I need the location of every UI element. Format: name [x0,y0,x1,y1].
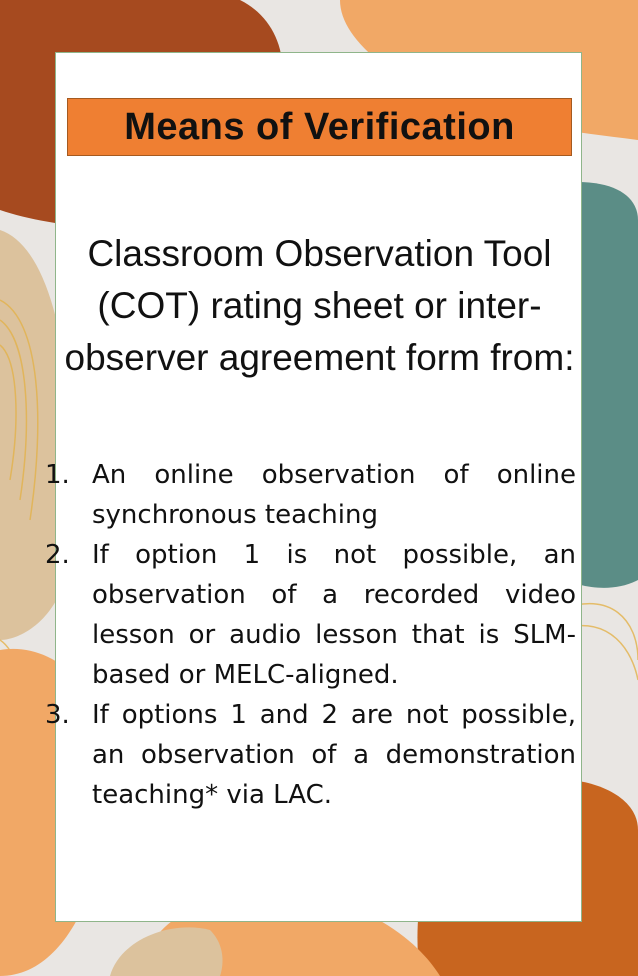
page-title: Means of Verification [124,105,515,148]
options-list [45,455,576,815]
section-heading: Classroom Observation Tool (COT) rating sheet or inter-observer agreement form from: [64,233,575,378]
list-item-number: 2. [45,540,70,570]
list-item [45,455,576,535]
list-item-text: If options 1 and 2 are not possible, an observation of a demonstration teaching* via LAC. [92,700,576,810]
list-item-number: 3. [45,700,70,730]
title-banner [67,98,572,156]
list-item [45,535,576,695]
list-item-number: 1. [45,460,70,490]
list-item-text: An online observation of online synchronous teaching [92,460,576,530]
list-item-text: If option 1 is not possible, an observation of a recorded video lesson or audio lesson that is SLM-based or MELC-aligned. [92,540,576,690]
content-card [45,52,582,922]
list-item [45,695,576,815]
